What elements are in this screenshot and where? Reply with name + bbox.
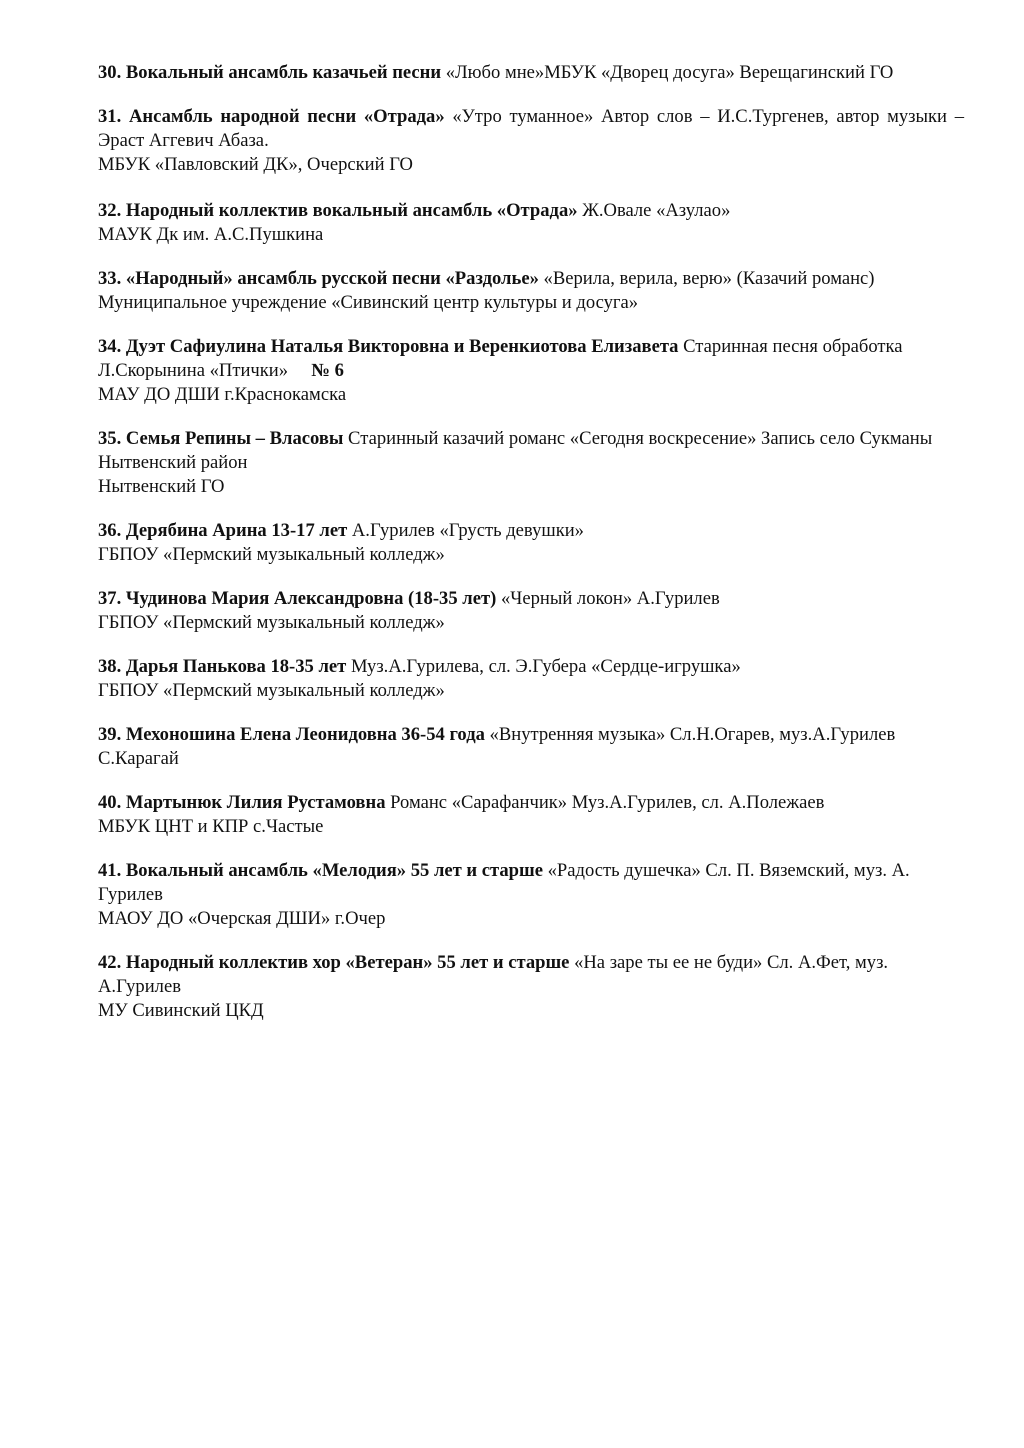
entry-line xyxy=(98,655,964,679)
list-item-35 xyxy=(98,427,964,499)
entry-work: «Внутренняя музыка» Сл.Н.Огарев, муз.А.Гурилев xyxy=(484,724,896,745)
entry-title: 35. Семья Репины – Власовы xyxy=(98,428,344,449)
entry-organization: ГБПОУ «Пермский музыкальный колледж» xyxy=(98,612,445,633)
entry-organization: МАУК Дк им. А.С.Пушкина xyxy=(98,224,324,245)
list-item-36 xyxy=(98,519,964,567)
entry-work: Старинный казачий романс «Сегодня воскресение» Запись село Сукманы Нытвенский район xyxy=(98,428,933,473)
list-item-42 xyxy=(98,951,964,1023)
entry-organization: МАОУ ДО «Очерская ДШИ» г.Очер xyxy=(98,908,386,929)
entries-list xyxy=(98,61,964,1043)
entry-line xyxy=(98,199,964,223)
entry-organization: МБУК «Павловский ДК», Очерский ГО xyxy=(98,154,413,175)
entry-title: 36. Дерябина Арина 13-17 лет xyxy=(98,520,348,541)
entry-title: 31. Ансамбль народной песни «Отрада» xyxy=(98,106,445,127)
entry-organization: Нытвенский ГО xyxy=(98,476,225,497)
entry-title: 39. Мехоношина Елена Леонидовна 36-54 года xyxy=(98,724,485,745)
list-item-30 xyxy=(98,61,964,85)
entry-title: 42. Народный коллектив хор «Ветеран» 55 лет и старше xyxy=(98,952,570,973)
list-item-33 xyxy=(98,267,964,315)
entry-work: «Любо мне»МБУК «Дворец досуга» Верещагинский ГО xyxy=(441,62,894,83)
list-item-31 xyxy=(98,105,964,177)
entry-line xyxy=(98,267,964,291)
entry-line xyxy=(98,519,964,543)
entry-title: 40. Мартынюк Лилия Рустамовна xyxy=(98,792,386,813)
list-item-40 xyxy=(98,791,964,839)
entry-organization: С.Карагай xyxy=(98,748,179,769)
entry-line xyxy=(98,335,964,383)
entry-organization: МАУ ДО ДШИ г.Краснокамска xyxy=(98,384,347,405)
entry-organization: ГБПОУ «Пермский музыкальный колледж» xyxy=(98,544,445,565)
entry-line xyxy=(98,587,964,611)
list-item-39 xyxy=(98,723,964,771)
list-item-38 xyxy=(98,655,964,703)
entry-work: «Утро туманное» Автор слов – И.С.Тургенев, автор музыки – Эраст Аггевич Абаза. xyxy=(98,106,964,151)
entry-organization: МБУК ЦНТ и КПР с.Частые xyxy=(98,816,324,837)
entry-line xyxy=(98,791,964,815)
entry-line xyxy=(98,951,964,999)
entry-title: 37. Чудинова Мария Александровна (18-35 лет) xyxy=(98,588,497,609)
entry-organization: МУ Сивинский ЦКД xyxy=(98,1000,264,1021)
entry-line xyxy=(98,859,964,907)
entry-organization: Муниципальное учреждение «Сивинский центр культуры и досуга» xyxy=(98,292,639,313)
entry-title: 32. Народный коллектив вокальный ансамбль «Отрада» xyxy=(98,200,578,221)
entry-organization: ГБПОУ «Пермский музыкальный колледж» xyxy=(98,680,445,701)
entry-work: А.Гурилев «Грусть девушки» xyxy=(347,520,584,541)
entry-work: Старинная песня обработка Л.Скорынина «Птички» xyxy=(98,336,903,381)
entry-title: 30. Вокальный ансамбль казачьей песни xyxy=(98,62,442,83)
entry-work: «Верила, верила, верю» (Казачий романс) xyxy=(538,268,875,289)
entry-title: 41. Вокальный ансамбль «Мелодия» 55 лет и старше xyxy=(98,860,543,881)
entry-title: 34. Дуэт Сафиулина Наталья Викторовна и Веренкиотова Елизавета xyxy=(98,336,679,357)
entry-line xyxy=(98,723,964,747)
entry-number: № 6 xyxy=(311,360,344,381)
entry-work: «На заре ты ее не буди» Сл. А.Фет, муз. А.Гурилев xyxy=(98,952,889,997)
entry-work: Муз.А.Гурилева, сл. Э.Губера «Сердце-игрушка» xyxy=(346,656,741,677)
entry-work: «Радость душечка» Сл. П. Вяземский, муз. А. Гурилев xyxy=(98,860,910,905)
entry-line xyxy=(98,427,964,475)
list-item-32 xyxy=(98,199,964,247)
entry-work: «Черный локон» А.Гурилев xyxy=(496,588,720,609)
list-item-37 xyxy=(98,587,964,635)
list-item-34 xyxy=(98,335,964,407)
entry-title: 33. «Народный» ансамбль русской песни «Раздолье» xyxy=(98,268,539,289)
entry-work: Ж.Овале «Азулао» xyxy=(577,200,731,221)
entry-work: Романс «Сарафанчик» Муз.А.Гурилев, сл. А.Полежаев xyxy=(385,792,825,813)
entry-line xyxy=(98,105,964,153)
entry-line xyxy=(98,61,964,85)
entry-title: 38. Дарья Панькова 18-35 лет xyxy=(98,656,347,677)
list-item-41 xyxy=(98,859,964,931)
